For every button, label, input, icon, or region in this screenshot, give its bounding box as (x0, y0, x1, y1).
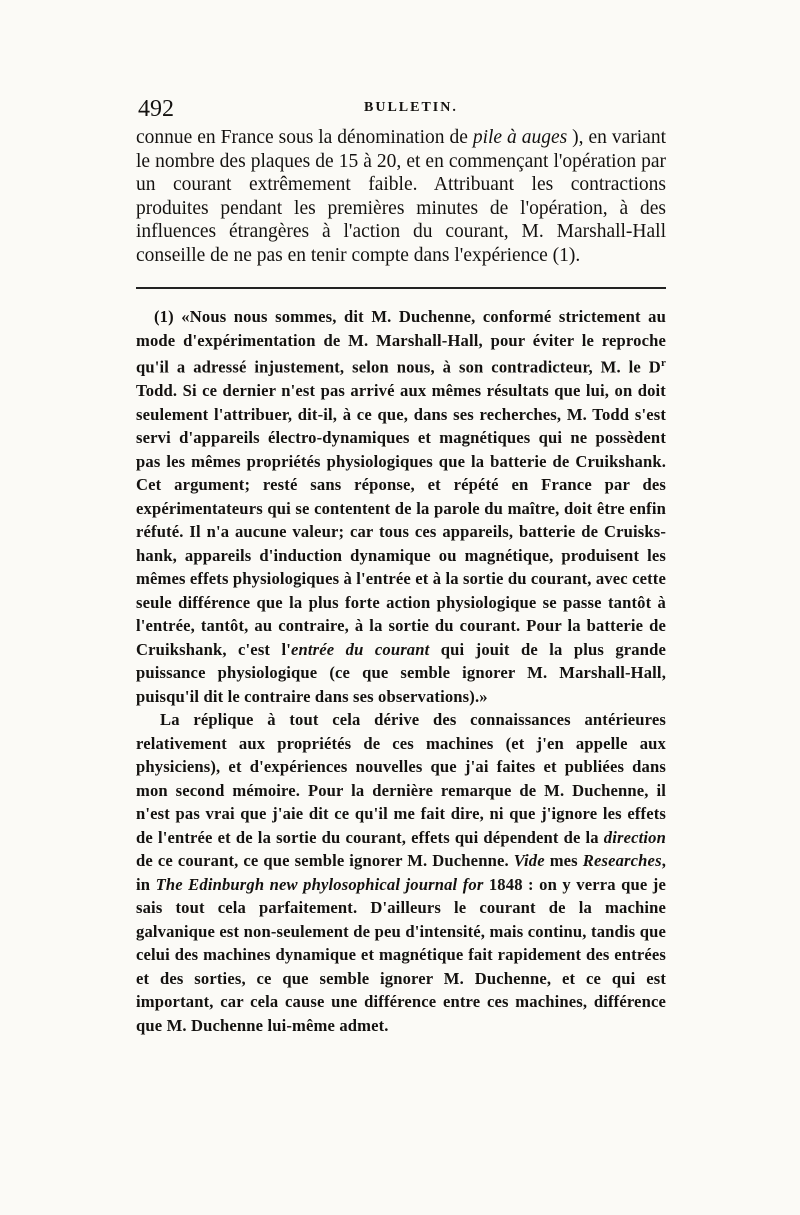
footnote-text-part: Todd. Si ce dernier n'est pas arrivé aux mêmes résultats que lui, on doit seulement l'attribuer, dit-il, à ce que, dans ses recherches, M. Todd s'est servi d'appareils électro-dynamiques et magnétiques qui ne possèdent pas les mêmes propriétés physiologiques que la batterie de Cruikshank. Cet argument; resté sans réponse, et répété en France par des expérimentateurs qui se contentent de la parole du maître, doit être enfin réfuté. Il n'a aucune valeur; car tous ces appareils, batterie de Cruisks-hank, appareils d'induction dynamique ou magnétique, produisent les mêmes effets physiologiques à l'entrée et à la sortie du courant, avec cette seule différence que la plus forte action physiologique se passe tantôt à l'entrée, tantôt, au contraire, à la sortie du courant. Pour la batterie de Cruikshank, c'est l' (136, 381, 666, 659)
reply-text-italic: Vide (513, 851, 545, 871)
reply-text-italic: Researches (582, 851, 662, 871)
reply-text-part: La réplique à tout cela dérive des connaissances antérieures relativement aux propriétés de ces machines (et j'en appelle aux physiciens), et d'expériences nouvelles que j'ai faites et publiées dans mon second mémoire. Pour la dernière remarque de M. Duchenne, il n'est pas vrai que j'aie dit ce qu'il me fait dire, ni que j'ignore les effets de l'entrée et de la sortie du courant, effets qui dépendent de la (136, 710, 666, 847)
main-paragraph (136, 126, 666, 267)
running-head: BULLETIN. (364, 100, 458, 115)
page-number: 492 (138, 96, 174, 122)
footnote-reply (136, 708, 666, 1037)
reply-text-italic: direction (603, 827, 666, 847)
footnote-text-part: qui jouit de la plus grande puissance physiologique (ce que semble ignorer M. Marshall-Hall, puisqu'il dit le contraire dans ses observations).» (136, 639, 666, 706)
reply-text-part: 1848 : on y verra que je sais tout cela parfaitement. D'ailleurs le courant de la machine galvanique est non-seulement de peu d'intensité, mais continu, tandis que celui des machines dynamique et magnétique fait rapidement des entrées et des sorties, ce que semble ignorer M. Duchenne, et ce qui est important, car cela cause une différence entre ces machines, différence que M. Duchenne lui-même admet. (136, 874, 666, 1035)
footnote-superscript: r (660, 357, 666, 369)
footnote-quote (136, 305, 666, 708)
reply-text-italic: The Edinburgh new phylosophical journal for (155, 874, 484, 894)
reply-text-part: mes (544, 851, 583, 871)
main-text-part: connue en France sous la dénomination de (136, 127, 473, 148)
page (136, 96, 666, 1037)
footnote-divider (136, 287, 666, 289)
main-paragraph-text (136, 126, 666, 267)
footnote-text-part: (1) «Nous nous sommes, dit M. Duchenne, conformé strictement au mode d'expérimentation de M. Marshall-Hall, pour éviter le reproche qu'il a adressé injustement, selon nous, à son contradicteur, M. le D (136, 307, 666, 377)
footnote (136, 305, 666, 1037)
reply-text-part: , in (136, 851, 666, 894)
main-text-part: ), en variant le nombre des plaques de 15 à 20, et en commençant l'opération par un courant extrêmement faible. Attribuant les contractions produites pendant les premières minutes de l'opération, à des influences étrangères à l'action du courant, M. Marshall-Hall conseille de ne pas en tenir compte dans l'expérience (1). (136, 127, 666, 266)
footnote-text-italic: entrée du courant (291, 639, 430, 659)
page-header (136, 96, 666, 126)
reply-text-part: de ce courant, ce que semble ignorer M. Duchenne. (136, 851, 514, 871)
main-text-italic: pile à auges (472, 127, 568, 148)
